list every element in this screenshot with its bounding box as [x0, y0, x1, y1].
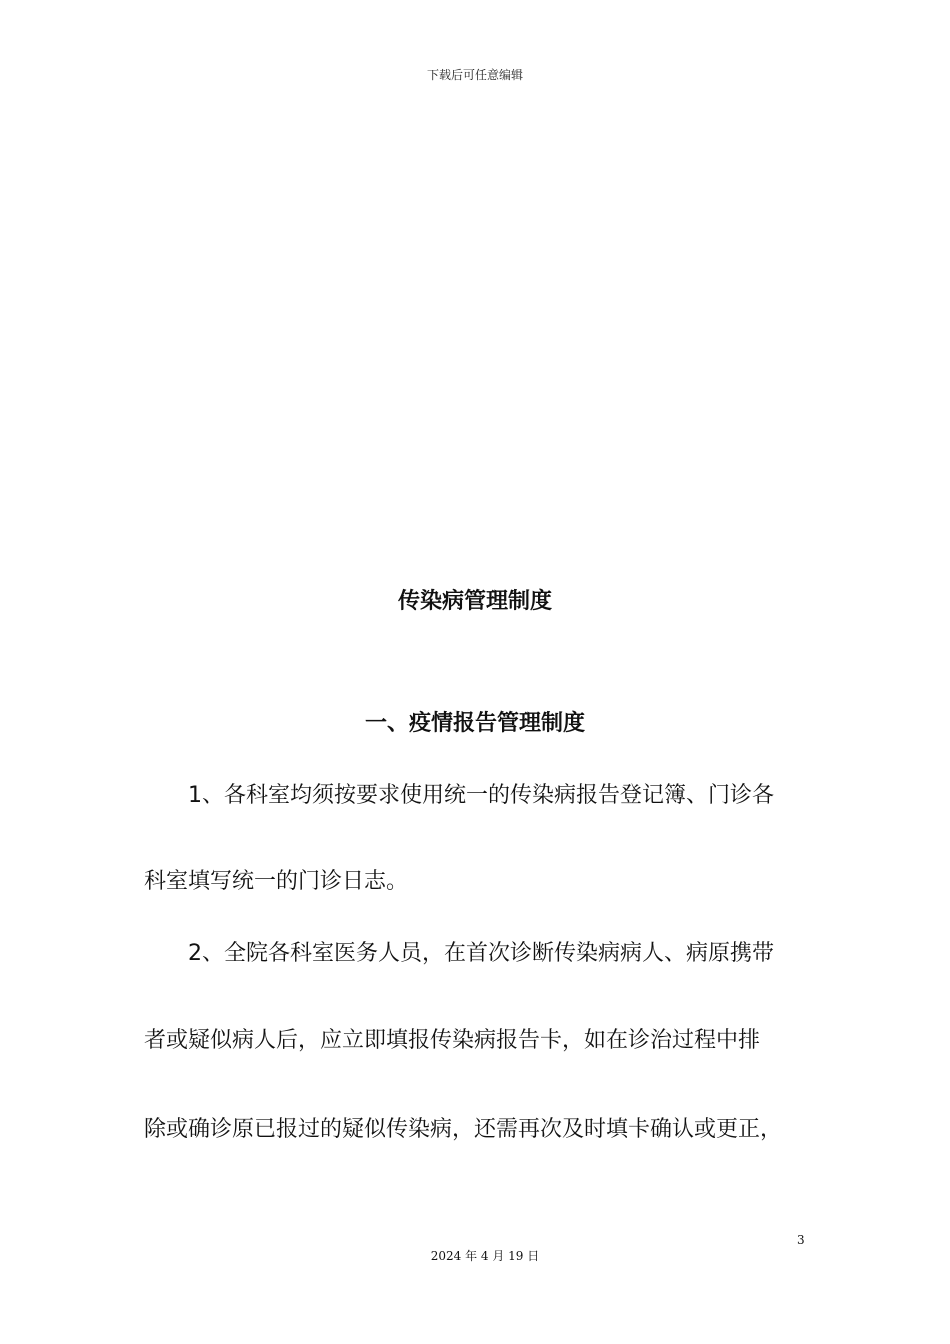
paragraph-line: 者或疑似病人后，应立即填报传染病报告卡，如在诊治过程中排: [144, 1028, 761, 1053]
section-title: 一、疫情报告管理制度: [364, 711, 585, 736]
document-title: 传染病管理制度: [397, 589, 552, 614]
footer-date: 2024 年 4 月 19 日: [430, 1249, 540, 1263]
paragraph-line: 除或确诊原已报过的疑似传染病，还需再次及时填卡确认或更正，: [144, 1117, 783, 1142]
paragraph-line: 科室填写统一的门诊日志。: [144, 869, 409, 894]
paragraph-line: 2、全院各科室医务人员，在首次诊断传染病病人、病原携带: [188, 941, 774, 966]
header-note: 下载后可任意编辑: [426, 68, 523, 82]
paragraph-line: 1、各科室均须按要求使用统一的传染病报告登记簿、门诊各: [188, 783, 774, 808]
page-number: 3: [797, 1233, 805, 1247]
